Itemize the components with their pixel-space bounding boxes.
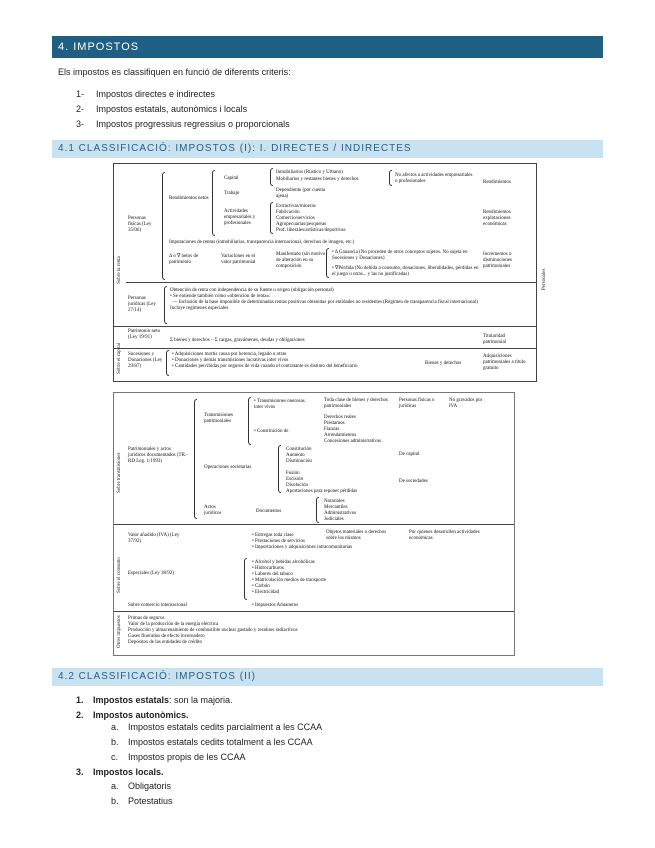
side-label-consumo: Sobre el consumo bbox=[117, 557, 122, 593]
op-list-1: Constitución Aumento Disminución bbox=[286, 447, 312, 464]
section-4-heading: 4. IMPOSTOS bbox=[52, 36, 603, 58]
sublist-num: a. bbox=[111, 722, 119, 732]
criteria-text: Impostos progressius regressius o proporcionals bbox=[96, 119, 290, 129]
otros-list: Primas de seguros Valor de la producción de la energía eléctrica Producción y almacenamiento de combustible nuclear gastado y residuos radiactivos Gases fluorados de efecto invernadero Depósitos de las entidades de crédito bbox=[128, 616, 298, 645]
divider bbox=[126, 282, 536, 283]
op-list-2: Fusión Escisión Disolución Aportaciones para reponer pérdidas bbox=[286, 471, 358, 494]
side-label-renta: Sobre la renta bbox=[117, 256, 122, 284]
objetos-text: Objetos materiales o derechos sobre los mismos bbox=[326, 530, 387, 541]
imputaciones-text: Imputaciones de rentas (inmobiliarias, transparencia internacional, derechos de imagen, etc.) bbox=[169, 240, 355, 245]
personas-fisicas-label: Personas físicas (Ley 35/06) bbox=[128, 216, 152, 233]
list-item bbox=[76, 695, 233, 705]
criteria-item bbox=[76, 104, 247, 114]
capital-label: Capital bbox=[224, 176, 239, 181]
incrementos-label: Incrementos o disminuciones patrimoniales bbox=[483, 252, 512, 269]
brace bbox=[166, 350, 169, 376]
perdida-text: • ∇Pérdida (No debida a consumo, donaciones, liberalidades, pérdidas en el juego u otras... y las no justificadas) bbox=[332, 266, 479, 277]
variaciones-label: Variaciones en el valor patrimonial bbox=[221, 254, 256, 265]
brace bbox=[389, 170, 392, 186]
brace bbox=[164, 286, 167, 324]
brace bbox=[248, 397, 251, 445]
patrimonio-label: Patrimonio neto (Ley 19/91) bbox=[128, 329, 161, 340]
criteria-text: Impostos directes e indirectes bbox=[96, 89, 216, 99]
especiales-label: Especiales (Ley 38/92) bbox=[128, 571, 175, 576]
patrimoniales-label: Patrimoniales y actos jurídicos documentados (TR.-RD Leg. 1/1993) bbox=[128, 447, 188, 464]
sublist-item bbox=[111, 752, 246, 762]
especiales-list: • Alcohol y bebidas alcohólicas • Hidrocarburos • Labores del tabaco • Matriculación medios de transporte • Carbón • Electricidad bbox=[252, 560, 326, 595]
brace bbox=[244, 558, 247, 600]
sublist-num: b. bbox=[111, 737, 119, 747]
sucesiones-text: • Adquisiciones mortis causa por herencia, legado u otras • Donaciones y demás transmisiones lucrativas inter vivos • Cantidades percibidas por seguros de vida cuando el contratante es distinto del beneficiario bbox=[172, 352, 358, 369]
manifestado-label: Manifestado (sin motivo de alteración en su composición bbox=[276, 252, 326, 269]
no-gravados-text: No gravados por IVA bbox=[449, 398, 483, 409]
side-label-capital: Sobre el capital bbox=[117, 342, 122, 374]
sublist-num: b. bbox=[111, 796, 119, 806]
sublist-text: Obligatoris bbox=[128, 781, 172, 791]
divider bbox=[114, 326, 536, 327]
de-sociedades-label: De sociedades bbox=[399, 479, 428, 484]
actos-label: Actos jurídicos bbox=[204, 505, 222, 516]
list-bold: Impostos estatals bbox=[93, 695, 170, 705]
op-societarias-label: Operaciones societarias bbox=[204, 465, 252, 470]
inmobiliarios-text: Inmobiliarios (Rústico y Urbano) bbox=[276, 170, 343, 175]
sublist-item bbox=[111, 781, 171, 791]
iva-label: Valor añadido (IVA) (Ley 37/92) bbox=[128, 533, 180, 544]
brace bbox=[194, 399, 197, 519]
por-quienes-text: Por quienes desarrollen actividades económicas bbox=[409, 530, 480, 541]
divider bbox=[114, 524, 514, 525]
list-item bbox=[76, 767, 164, 777]
criteria-item bbox=[76, 89, 215, 99]
rendimientos-netos-label: Rendimientos netos bbox=[169, 196, 209, 201]
no-afectos-text: No afectos a actividades empresariales o profesionales bbox=[395, 173, 473, 184]
actividades-label: Actividades empresariales y profesionales bbox=[224, 209, 256, 226]
delta-label: Δ o ∇ netos de patrimonio bbox=[169, 254, 199, 265]
transm-onerosas-text: • Transmisiones onerosas inter vivos bbox=[254, 399, 305, 410]
personas-juridicas-label: Personas jurídicas (Ley 27/14) bbox=[128, 296, 156, 313]
sucesiones-label: Sucesiones y Donaciones (Ley 29/87) bbox=[128, 352, 163, 369]
section-4-2-heading: 4.2 CLASSIFICACIÓ: IMPOSTOS (II) bbox=[52, 668, 603, 686]
brace bbox=[316, 497, 319, 523]
adquisiciones-label: Adquisiciones patrimoniales a título gratuito bbox=[483, 354, 526, 371]
rend-explotaciones-label: Rendimientos explotaciones económicas bbox=[483, 210, 511, 227]
sublist-text: Impostos estatals cedits totalment a les CCAA bbox=[128, 737, 313, 747]
actividades-list: Extractivas/mineras Fabricación Comercio/servicios Agropecuarias/pesqueras Prof. liberales/artísticas/deportivas bbox=[276, 204, 346, 233]
side-label-transmisiones: Sobre transmisiones bbox=[117, 452, 122, 493]
sublist-text: Impostos propis de les CCAA bbox=[128, 752, 246, 762]
brace bbox=[326, 248, 329, 278]
documentos-list: Notariales Mercantiles Administrativos Judiciales bbox=[324, 499, 357, 522]
list-item bbox=[76, 710, 189, 720]
list-bold: Impostos autonòmics. bbox=[93, 710, 189, 720]
ganancia-text: • Δ Ganancia (No proceden de otros conceptos sujetos. No sujeta en Sucesiones y Donaciones) bbox=[332, 250, 468, 261]
intro-text: Els impostos es classifiquen en funció de diferents criteris: bbox=[58, 67, 291, 77]
derechos-list: Derechos reales Préstamos Fianzas Arrendamientos Concesiones administrativas bbox=[324, 415, 382, 444]
sublist-text: Potestatius bbox=[128, 796, 173, 806]
divider bbox=[114, 611, 514, 612]
sublist-item bbox=[111, 722, 322, 732]
rendimientos-label: Rendimientos bbox=[483, 180, 511, 185]
criteria-text: Impostos estatals, autonòmics i locals bbox=[96, 104, 248, 114]
titularidad-label: Titularidad patrimonial bbox=[483, 334, 507, 345]
sublist-text: Impostos estatals cedits parcialment a les CCAA bbox=[128, 722, 323, 732]
direct-taxes-diagram bbox=[113, 163, 537, 382]
comercio-label: Sobre comercio internacional bbox=[128, 603, 187, 608]
brace bbox=[278, 445, 281, 493]
sublist-num: c. bbox=[111, 752, 119, 762]
transmisiones-label: Transmisiones patrimoniales bbox=[204, 413, 233, 424]
criteria-item bbox=[76, 119, 290, 129]
documentos-label: Documentos bbox=[256, 509, 282, 514]
list-num: 1. bbox=[76, 695, 84, 705]
side-label-personales: Personales bbox=[542, 268, 547, 290]
criteria-num: 2- bbox=[76, 104, 85, 114]
brace bbox=[212, 170, 215, 236]
list-bold: Impostos locals. bbox=[93, 767, 164, 777]
brace bbox=[162, 172, 165, 280]
sublist-num: a. bbox=[111, 781, 119, 791]
trabajo-label: Trabajo bbox=[224, 191, 240, 196]
iva-list: • Entregas toda clase • Prestaciones de servicios • Importaciones y adquisiciones intracomunitarias bbox=[252, 533, 353, 550]
sublist-item bbox=[111, 796, 173, 806]
section-4-1-heading: 4.1 CLASSIFICACIÓ: IMPOSTOS (I): I. DIRECTES / INDIRECTES bbox=[52, 140, 603, 158]
toda-clase-text: Toda clase de bienes y derechos patrimoniales bbox=[324, 398, 388, 409]
side-label-otros: Otros impuestos bbox=[117, 615, 122, 648]
dependiente-text: Dependiente (por cuenta ajena) bbox=[276, 188, 326, 199]
divider bbox=[114, 348, 536, 349]
brace bbox=[270, 202, 273, 234]
criteria-num: 3- bbox=[76, 119, 85, 129]
personas-text: Personas físicas o jurídicas bbox=[399, 398, 435, 409]
de-capital-label: De capital bbox=[399, 452, 420, 457]
constitucion-text: • Constitución de bbox=[254, 429, 289, 434]
criteria-num: 1- bbox=[76, 89, 85, 99]
list-num: 2. bbox=[76, 710, 84, 720]
bienes-derechos-label: Bienes y derechos bbox=[425, 361, 462, 366]
brace bbox=[270, 168, 273, 186]
list-num: 3. bbox=[76, 767, 84, 777]
list-rest: : son la majoria. bbox=[169, 695, 233, 705]
mobiliarios-text: Mobiliarios y restantes bienes y derechos bbox=[276, 177, 359, 182]
personas-juridicas-text: Obtención de renta con independencia de su fuente u origen (obligación personal) • Se entiende también como «obtención de renta»: — Inclusión de la base imponible de determinadas rentas positivas obtenidas por entidades no residentes (Régimen de transparencia fiscal internacional) Incluye regímenes especiales bbox=[170, 288, 478, 311]
patrimonio-text: Σ bienes y derechos – Σ cargas, gravámenes, deudas y obligaciones bbox=[170, 338, 305, 343]
aduaneros-text: • Impuestos Aduaneros bbox=[252, 603, 299, 608]
sublist-item bbox=[111, 737, 313, 747]
indirect-taxes-diagram bbox=[113, 392, 515, 656]
